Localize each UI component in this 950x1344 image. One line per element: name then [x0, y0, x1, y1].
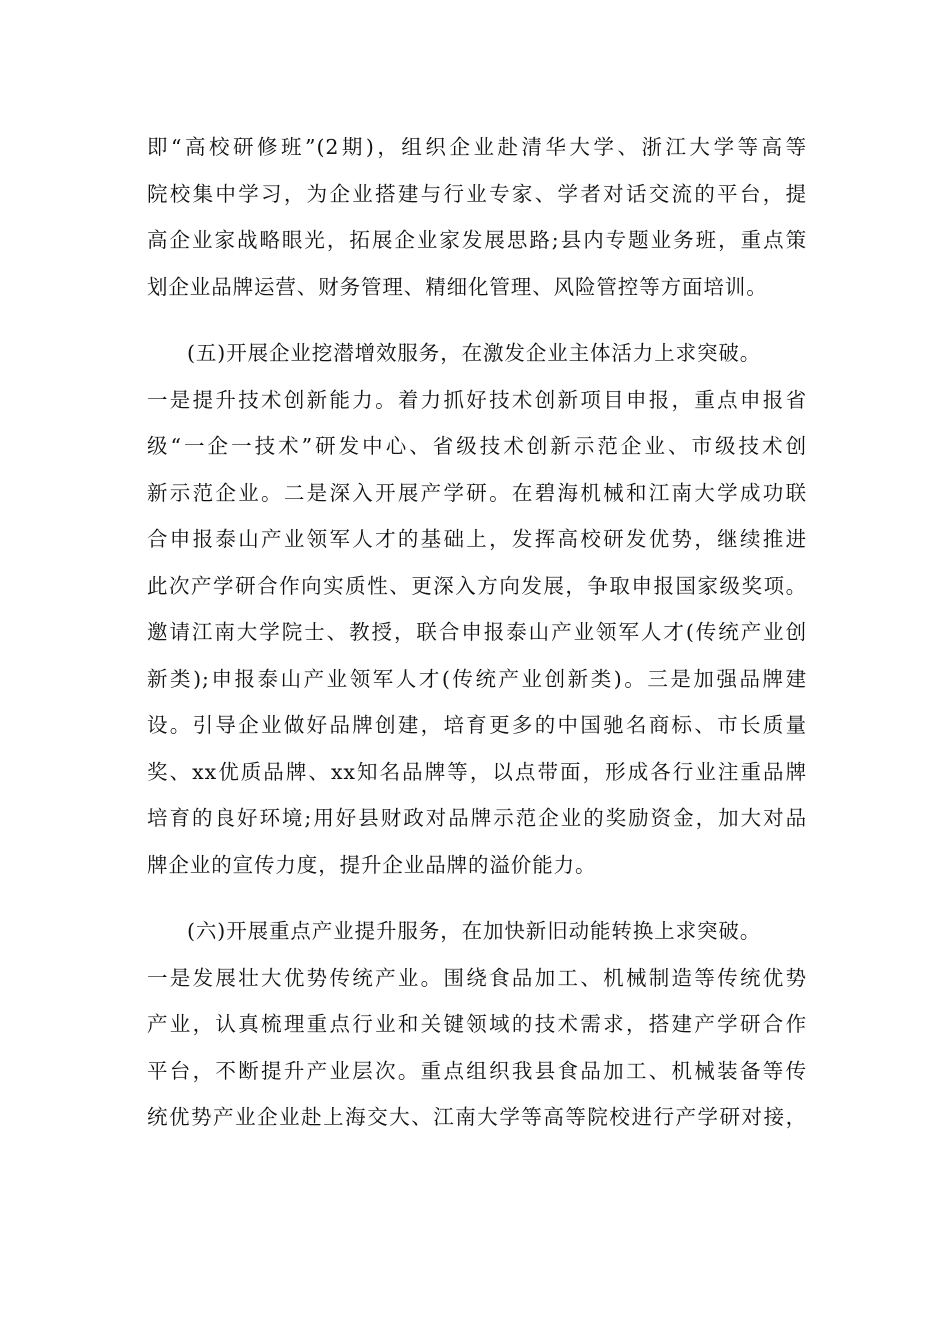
text-line: 新示范企业。二是深入开展产学研。在碧海机械和江南大学成功联: [147, 480, 807, 505]
text-line: 级“一企一技术”研发中心、省级技术创新示范企业、市级技术创: [147, 434, 807, 458]
paragraph-section-five: [147, 330, 807, 888]
section-heading-six: (六)开展重点产业提升服务，在加快新旧动能转换上求突破。: [187, 919, 762, 943]
document-body: [147, 124, 807, 1141]
text-line: 新类);申报泰山产业领军人才(传统产业创新类)。三是加强品牌建: [147, 666, 807, 691]
text-line: 邀请江南大学院士、教授，联合申报泰山产业领军人才(传统产业创: [147, 620, 807, 644]
text-line: 一是发展壮大优势传统产业。围绕食品加工、机械制造等传统优势: [147, 965, 807, 990]
text-line: 一是提升技术创新能力。着力抓好技术创新项目申报，重点申报省: [147, 387, 807, 412]
text-line: 平台，不断提升产业层次。重点组织我县食品加工、机械装备等传: [147, 1058, 807, 1083]
text-line: 牌企业的宣传力度，提升企业品牌的溢价能力。: [147, 852, 597, 877]
text-line: 产业，认真梳理重点行业和关键领域的技术需求，搭建产学研合作: [147, 1012, 807, 1036]
text-line: 培育的良好环境;用好县财政对品牌示范企业的奖励资金，加大对品: [147, 806, 807, 830]
text-line: 高企业家战略眼光，拓展企业家发展思路;县内专题业务班，重点策: [147, 228, 807, 252]
text-line: 划企业品牌运营、财务管理、精细化管理、风险管控等方面培训。: [147, 274, 768, 299]
section-heading-five: (五)开展企业挖潜增效服务，在激发企业主体活力上求突破。: [187, 341, 762, 365]
text-line: 统优势产业企业赴上海交大、江南大学等高等院校进行产学研对接，: [147, 1105, 807, 1129]
text-line: 此次产学研合作向实质性、更深入方向发展，争取申报国家级奖项。: [147, 573, 807, 598]
text-line: 设。引导企业做好品牌创建，培育更多的中国驰名商标、市长质量: [147, 713, 807, 737]
text-line: 院校集中学习，为企业搭建与行业专家、学者对话交流的平台，提: [147, 181, 807, 206]
text-line: 奖、xx优质品牌、xx知名品牌等，以点带面，形成各行业注重品牌: [147, 759, 807, 784]
text-line: 合申报泰山产业领军人才的基础上，发挥高校研发优势，继续推进: [147, 527, 807, 551]
text-line: 即“高校研修班”(2期)，组织企业赴清华大学、浙江大学等高等: [147, 135, 807, 159]
paragraph-section-six: [147, 908, 807, 1141]
paragraph-training-classes: [147, 124, 807, 310]
